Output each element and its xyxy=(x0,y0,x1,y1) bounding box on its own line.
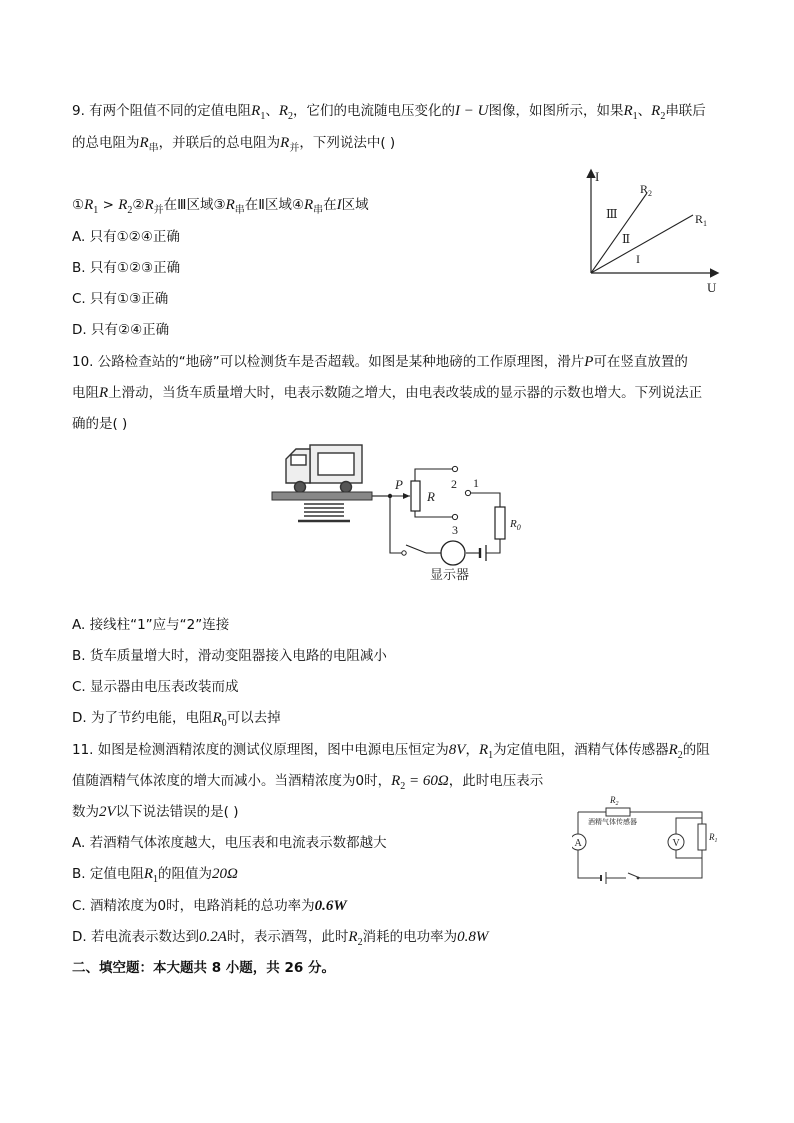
q10-stem-line-2: 电阻R上滑动，当货车质量增大时，电表示数随之增大，由电表改装成的显示器的示数也增大。下列说法正 xyxy=(72,385,703,401)
r2-label: $R_2$ xyxy=(610,795,619,807)
terminal-3-label: 3 xyxy=(452,523,458,537)
q9-iu-graph xyxy=(575,165,725,297)
r2-label: $R_2$ xyxy=(640,182,653,198)
wire-switch-slider xyxy=(390,496,402,553)
switch-pivot xyxy=(402,551,406,555)
p-label: P xyxy=(395,477,403,492)
q9-option-d: D. 只有②④正确 xyxy=(72,322,170,338)
y-axis-label: I xyxy=(595,169,600,184)
wire-bottom-right xyxy=(640,850,702,878)
wire-r0-bottom xyxy=(486,539,500,553)
q9-stem-line-2: 的总电阻为$R_串$，并联后的总电阻为$R_并$，下列说法中( ) xyxy=(72,135,396,154)
q10-stem-line-1: 10. 公路检查站的“地磅”可以检测货车是否超载。如图是某种地磅的工作原理图，滑片P可在竖直放置的 xyxy=(72,354,688,370)
q11-stem-line-1: 11. 如图是检测酒精浓度的测试仪原理图，图中电源电压恒定为8V，$R_1$为定值电阻，酒精气体传感器$R_2$的阻 xyxy=(72,742,710,761)
r1-line xyxy=(591,215,693,273)
display-meter xyxy=(441,541,465,565)
q10-option-d: D. 为了节约电能，电阻$R_0$可以去掉 xyxy=(72,710,281,729)
region-3-label: Ⅲ xyxy=(606,207,618,221)
wire-to-terminal-2 xyxy=(415,469,452,481)
q11-option-b: B. 定值电阻$R_1$的阻值为20Ω xyxy=(72,866,238,885)
resistor-r0 xyxy=(495,507,505,539)
q11-breathalyzer-circuit xyxy=(572,792,722,884)
switch-blade xyxy=(406,545,426,553)
scale-platform xyxy=(272,492,372,500)
slider-arrow-icon xyxy=(403,493,410,499)
spring-icon xyxy=(298,504,350,521)
x-axis-label: U xyxy=(707,280,717,295)
region-2-label: Ⅱ xyxy=(622,232,631,246)
q10-option-c: C. 显示器由电压表改装而成 xyxy=(72,679,239,695)
terminal-1 xyxy=(465,490,470,495)
terminal-2 xyxy=(452,466,457,471)
sensor-label: 酒精气体传感器 xyxy=(588,818,637,826)
terminal-3 xyxy=(452,514,457,519)
q9-statements: $①R_1$ > $R_2②R_并$在Ⅲ区域$③R_串$在Ⅱ区域$④R_串$在I区域 xyxy=(72,197,369,216)
q11-option-a: A. 若酒精气体浓度越大，电压表和电流表示数都越大 xyxy=(72,835,387,851)
resistor-r1 xyxy=(698,824,706,850)
resistor-r xyxy=(411,481,420,511)
sensor-r2 xyxy=(606,808,630,816)
q10-stem-line-3: 确的是( ) xyxy=(72,416,128,432)
terminal-1-label: 1 xyxy=(473,476,479,490)
truck-icon xyxy=(286,445,362,493)
r-label: R xyxy=(427,489,435,504)
switch-contact xyxy=(637,877,640,880)
q10-option-a: A. 接线柱“1”应与“2”连接 xyxy=(72,617,230,633)
r0-label: $R_0$ xyxy=(510,518,521,532)
wire-to-r0 xyxy=(471,493,500,507)
q11-option-c: C. 酒精浓度为0时，电路消耗的总功率为0.6W xyxy=(72,898,347,914)
q11-stem-line-2: 值随酒精气体浓度的增大而减小。当酒精浓度为0时，$R_2 = 60\Omega$，此时电压表示 xyxy=(72,773,544,792)
q9-option-b: B. 只有①②③正确 xyxy=(72,260,181,276)
voltmeter-label: V xyxy=(672,838,680,849)
q10-option-b: B. 货车质量增大时，滑动变阻器接入电路的电阻减小 xyxy=(72,648,387,664)
q11-stem-line-3: 数为2V以下说法错误的是( ) xyxy=(72,804,239,820)
display-label: 显示器 xyxy=(430,567,470,582)
r1-label: $R_1$ xyxy=(695,212,708,228)
terminal-2-label: 2 xyxy=(451,477,457,491)
q10-weighbridge-circuit xyxy=(268,437,530,585)
q9-stem-line-1: 9. 有两个阻值不同的定值电阻$R_1$、$R_2$，它们的电流随电压变化的I − U图像，如图所示，如果$R_1$、$R_2$串联后 xyxy=(72,103,706,122)
r1-label: $R_1$ xyxy=(709,832,718,844)
wire-to-terminal-3 xyxy=(415,511,452,517)
q9-option-c: C. 只有①③正确 xyxy=(72,291,169,307)
ammeter-label: A xyxy=(574,838,582,849)
section-2-heading: 二、填空题：本大题共 8 小题，共 26 分。 xyxy=(72,960,335,976)
voltmeter-wire-bottom xyxy=(676,850,702,858)
q9-option-a: A. 只有①②④正确 xyxy=(72,229,180,245)
q11-option-d: D. 若电流表示数达到0.2A时，表示酒驾，此时$R_2$消耗的电功率为0.8W xyxy=(72,929,489,948)
region-1-label: I xyxy=(636,252,640,266)
